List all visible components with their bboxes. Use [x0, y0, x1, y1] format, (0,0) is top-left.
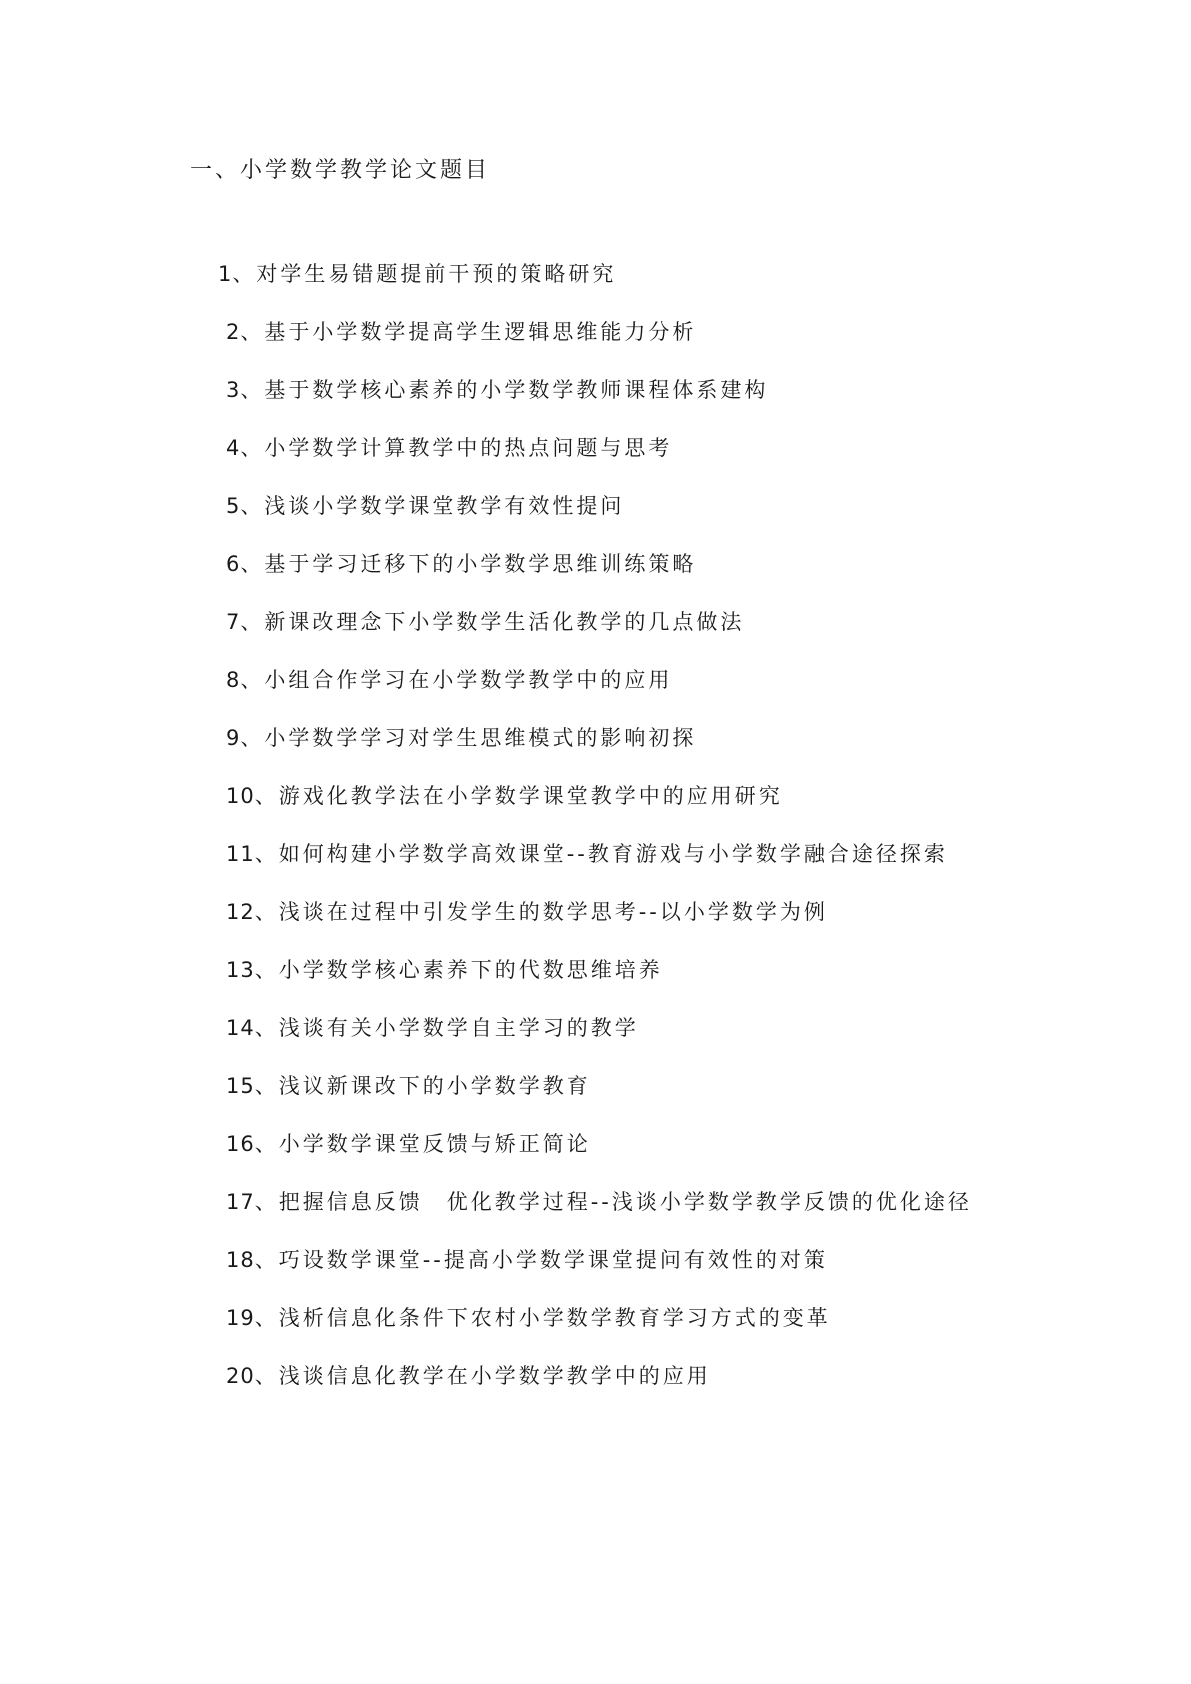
item-separator: 、 [240, 668, 265, 692]
item-text: 浅谈信息化教学在小学数学教学中的应用 [278, 1364, 711, 1388]
item-number: 4 [226, 436, 241, 460]
item-separator: 、 [254, 784, 279, 808]
item-separator: 、 [254, 1248, 279, 1272]
item-number: 19 [226, 1306, 255, 1330]
item-separator: 、 [240, 378, 265, 402]
item-text: 小学数学学习对学生思维模式的影响初探 [264, 726, 697, 750]
item-separator: 、 [240, 610, 265, 634]
item-separator: 、 [254, 1132, 279, 1156]
item-text: 对学生易错题提前干预的策略研究 [256, 262, 617, 286]
list-item [226, 317, 696, 347]
item-text: 浅谈有关小学数学自主学习的教学 [278, 1016, 639, 1040]
item-text: 浅析信息化条件下农村小学数学教育学习方式的变革 [278, 1306, 831, 1330]
list-item [226, 1013, 639, 1043]
item-text: 基于小学数学提高学生逻辑思维能力分析 [264, 320, 697, 344]
item-separator: 、 [254, 1306, 279, 1330]
item-number: 8 [226, 668, 241, 692]
item-text: 如何构建小学数学高效课堂--教育游戏与小学数学融合途径探索 [278, 842, 948, 866]
list-item [226, 1071, 591, 1101]
item-number: 6 [226, 552, 241, 576]
item-separator: 、 [232, 262, 257, 286]
list-item [226, 433, 672, 463]
list-item [226, 1361, 711, 1391]
list-item [218, 259, 616, 289]
item-separator: 、 [254, 1190, 279, 1214]
item-separator: 、 [240, 552, 265, 576]
list-item [226, 607, 744, 637]
item-text: 游戏化教学法在小学数学课堂教学中的应用研究 [278, 784, 783, 808]
item-text: 新课改理念下小学数学生活化教学的几点做法 [264, 610, 745, 634]
item-text: 浅谈在过程中引发学生的数学思考--以小学数学为例 [278, 900, 828, 924]
item-number: 18 [226, 1248, 255, 1272]
item-separator: 、 [254, 958, 279, 982]
item-number: 12 [226, 900, 255, 924]
item-text: 基于数学核心素养的小学数学教师课程体系建构 [264, 378, 769, 402]
item-number: 13 [226, 958, 255, 982]
item-number: 16 [226, 1132, 255, 1156]
item-text: 把握信息反馈 优化教学过程--浅谈小学数学教学反馈的优化途径 [278, 1190, 972, 1214]
list-item [226, 839, 948, 869]
list-item [226, 1303, 831, 1333]
item-text: 浅谈小学数学课堂教学有效性提问 [264, 494, 625, 518]
item-text: 小组合作学习在小学数学教学中的应用 [264, 668, 673, 692]
list-item [226, 1187, 972, 1217]
list-item [226, 955, 663, 985]
item-separator: 、 [254, 1074, 279, 1098]
item-number: 2 [226, 320, 241, 344]
item-number: 10 [226, 784, 255, 808]
list-item [226, 897, 828, 927]
item-separator: 、 [240, 494, 265, 518]
item-number: 14 [226, 1016, 255, 1040]
item-number: 7 [226, 610, 241, 634]
item-separator: 、 [254, 1364, 279, 1388]
item-separator: 、 [254, 900, 279, 924]
item-number: 3 [226, 378, 241, 402]
item-separator: 、 [240, 436, 265, 460]
item-text: 基于学习迁移下的小学数学思维训练策略 [264, 552, 697, 576]
item-number: 9 [226, 726, 241, 750]
list-item [226, 781, 783, 811]
item-number: 17 [226, 1190, 255, 1214]
list-item [226, 549, 696, 579]
list-item [226, 491, 624, 521]
item-separator: 、 [240, 726, 265, 750]
list-item [226, 1129, 591, 1159]
list-item [226, 375, 768, 405]
item-number: 5 [226, 494, 241, 518]
item-separator: 、 [254, 1016, 279, 1040]
item-text: 小学数学核心素养下的代数思维培养 [278, 958, 663, 982]
section-heading: 一、小学数学教学论文题目 [190, 158, 491, 183]
list-item [226, 1245, 828, 1275]
item-number: 15 [226, 1074, 255, 1098]
item-number: 1 [218, 262, 233, 286]
item-text: 巧设数学课堂--提高小学数学课堂提问有效性的对策 [278, 1248, 828, 1272]
item-number: 20 [226, 1364, 255, 1388]
item-separator: 、 [254, 842, 279, 866]
item-number: 11 [226, 842, 255, 866]
item-text: 小学数学计算教学中的热点问题与思考 [264, 436, 673, 460]
list-item [226, 723, 696, 753]
item-separator: 、 [240, 320, 265, 344]
item-text: 小学数学课堂反馈与矫正简论 [278, 1132, 591, 1156]
item-text: 浅议新课改下的小学数学教育 [278, 1074, 591, 1098]
list-item [226, 665, 672, 695]
